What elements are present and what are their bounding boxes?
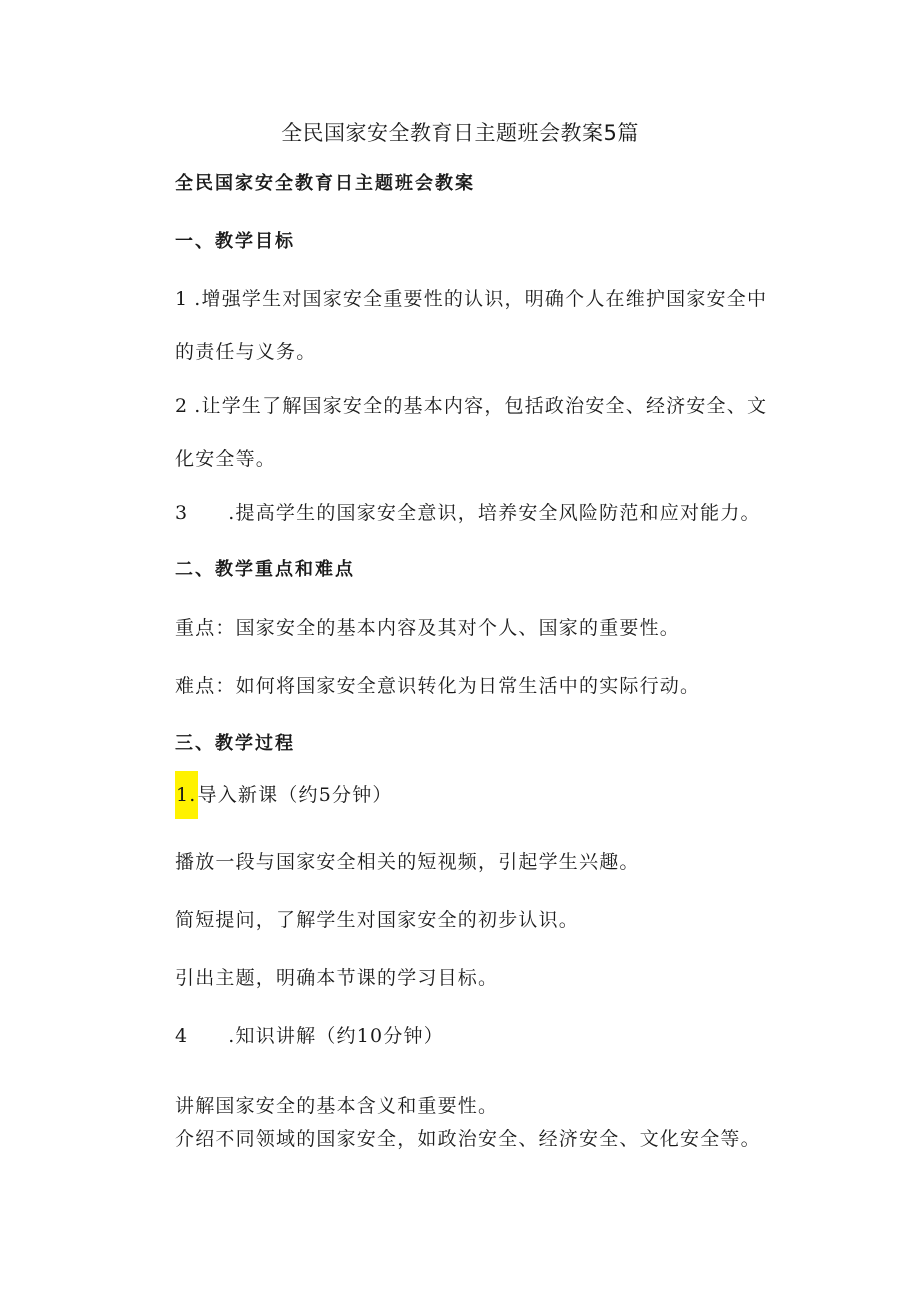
process-step-1-item-b: 简短提问，了解学生对国家安全的初步认识。 xyxy=(175,909,580,931)
process-step-1-item-c: 引出主题，明确本节课的学习目标。 xyxy=(175,967,499,989)
objective-item-1 xyxy=(175,287,767,311)
process-step-2-item-b: 介绍不同领域的国家安全，如政治安全、经济安全、文化安全等。 xyxy=(175,1128,761,1150)
process-step-1-item-a: 播放一段与国家安全相关的短视频，引起学生兴趣。 xyxy=(175,851,640,873)
process-step-2-text: .知识讲解（约10分钟） xyxy=(228,1025,444,1047)
objective-item-2-text: .让学生了解国家安全的基本内容，包括政治安全、经济安全、文 xyxy=(194,395,768,417)
process-step-2-number: 4 xyxy=(175,1025,189,1047)
document-title: 全民国家安全教育日主题班会教案5篇 xyxy=(281,121,639,145)
section-heading-process: 三、教学过程 xyxy=(175,733,295,754)
objective-item-2-number: 2 xyxy=(175,395,189,417)
objective-item-2-continuation: 化安全等。 xyxy=(175,448,277,470)
process-step-2-item-a: 讲解国家安全的基本含义和重要性。 xyxy=(175,1095,499,1117)
objective-item-1-number: 1 xyxy=(175,288,189,310)
process-step-1 xyxy=(175,770,393,818)
objective-item-1-text: .增强学生对国家安全重要性的认识，明确个人在维护国家安全中 xyxy=(194,288,768,310)
objective-item-3 xyxy=(175,501,761,525)
objective-item-1-continuation: 的责任与义务。 xyxy=(175,341,317,363)
section-heading-key-points: 二、教学重点和难点 xyxy=(175,559,355,580)
process-step-1-text: 导入新课（约5分钟） xyxy=(197,784,393,806)
objective-item-2 xyxy=(175,394,767,418)
difficulty-text: 难点：如何将国家安全意识转化为日常生活中的实际行动。 xyxy=(175,675,701,697)
section-heading-objectives: 一、教学目标 xyxy=(175,231,295,252)
highlighted-step-number: 1. xyxy=(175,771,198,819)
document-subtitle: 全民国家安全教育日主题班会教案 xyxy=(175,173,475,194)
objective-item-3-text: .提高学生的国家安全意识，培养安全风险防范和应对能力。 xyxy=(228,502,761,524)
objective-item-3-number: 3 xyxy=(175,502,189,524)
process-step-2 xyxy=(175,1024,444,1048)
key-point-text: 重点：国家安全的基本内容及其对个人、国家的重要性。 xyxy=(175,617,681,639)
